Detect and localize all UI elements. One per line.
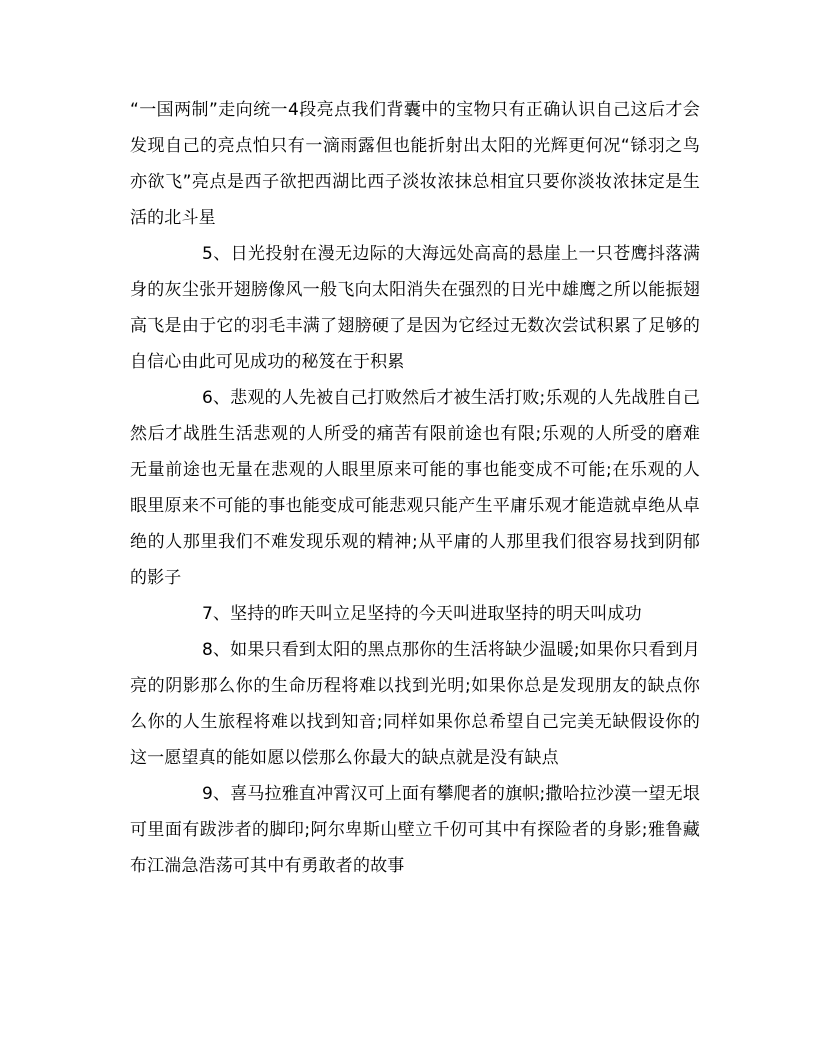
paragraph-7: 7、坚持的昨天叫立足坚持的今天叫进取坚持的明天叫成功 — [202, 604, 642, 624]
paragraph-9: 9、喜马拉雅直冲霄汉可上面有攀爬者的旗帜;撒哈拉沙漠一望无垠可里面有跋涉者的脚印;阿尔卑斯山壁立千仞可其中有探险者的身影;雅鲁藏布江湍急浩荡可其中有勇敢者的故事 — [130, 784, 700, 876]
paragraph-8: 8、如果只看到太阳的黑点那你的生活将缺少温暖;如果你只看到月亮的阴影那么你的生命历程将难以找到光明;如果你总是发现朋友的缺点你么你的人生旅程将难以找到知音;同样如果你总希望自己完美无缺假设你的这一愿望真的能如愿以偿那么你最大的缺点就是没有缺点 — [130, 640, 700, 768]
paragraph-intro: “一国两制”走向统一4段亮点我们背囊中的宝物只有正确认识自己这后才会发现自己的亮点怕只有一滴雨露但也能折射出太阳的光辉更何况“铩羽之鸟亦欲飞”亮点是西子欲把西湖比西子淡妆浓抹总相宜只要你淡妆浓抹定是生活的北斗星 — [130, 100, 700, 228]
paragraph-6: 6、悲观的人先被自己打败然后才被生活打败;乐观的人先战胜自己然后才战胜生活悲观的人所受的痛苦有限前途也有限;乐观的人所受的磨难无量前途也无量在悲观的人眼里原来可能的事也能变成不可能;在乐观的人眼里原来不可能的事也能变成可能悲观只能产生平庸乐观才能造就卓绝从卓绝的人那里我们不难发现乐观的精神;从平庸的人那里我们很容易找到阴郁的影子 — [130, 388, 700, 588]
document-body — [130, 92, 700, 884]
paragraph-5: 5、日光投射在漫无边际的大海远处高高的悬崖上一只苍鹰抖落满身的灰尘张开翅膀像风一般飞向太阳消失在强烈的日光中雄鹰之所以能振翅高飞是由于它的羽毛丰满了翅膀硬了是因为它经过无数次尝试积累了足够的自信心由此可见成功的秘笈在于积累 — [130, 244, 700, 372]
